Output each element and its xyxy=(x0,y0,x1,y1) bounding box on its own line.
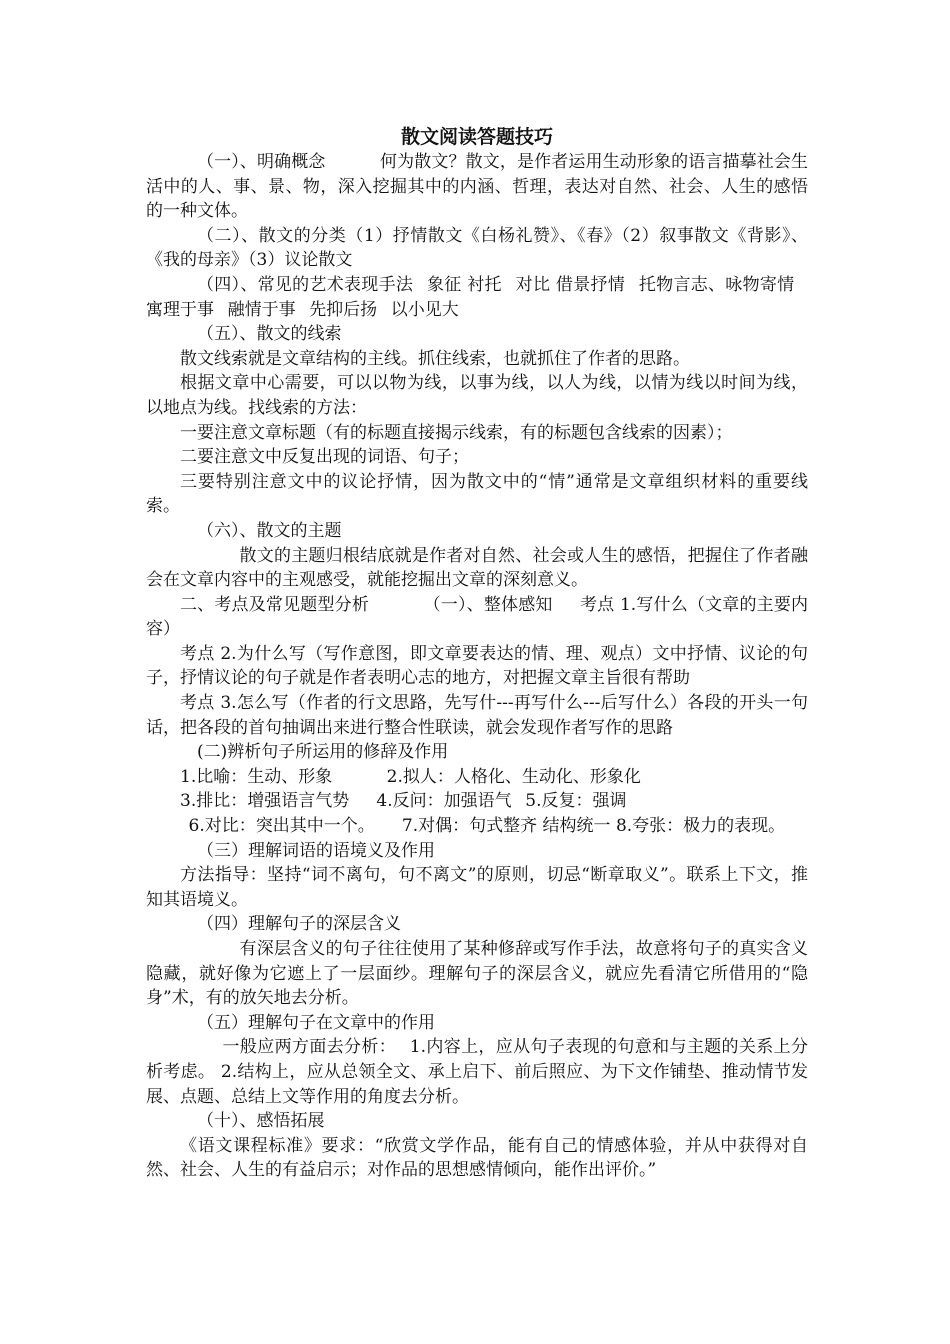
paragraph-text: 以小见大 xyxy=(390,299,459,320)
paragraph-text: 《语文课程标准》要求：“欣赏文学作品，能有自己的情感体验，并从中获得对自然、社会、人生的有益启示；对作品的思想感情倾向，能作出评价。” xyxy=(146,1135,808,1181)
paragraph-sentence-role xyxy=(146,1035,808,1109)
section-heading: （四）、常见的艺术表现手法 xyxy=(197,274,414,295)
paragraph-clue-method-3 xyxy=(146,470,808,519)
section-heading: （四）理解句子的深层含义 xyxy=(197,914,401,935)
paragraph-concept xyxy=(146,150,808,224)
paragraph-extension xyxy=(146,1134,808,1183)
section-heading-theme xyxy=(146,519,808,544)
paragraph-clue-definition xyxy=(146,347,808,372)
paragraph-exam-points xyxy=(146,593,808,642)
paragraph-clue-method-1 xyxy=(146,421,808,446)
paragraph-deep-meaning xyxy=(146,937,808,1011)
paragraph-exam-point-3 xyxy=(146,691,808,740)
rhetoric-line-2 xyxy=(146,789,808,814)
paragraph-text: 考点 2.为什么写（写作意图，即文章要表达的情、理、观点）文中抒情、议论的句子，抒情议论的句子就是作者表明心志的地方，对把握文章主旨很有帮助 xyxy=(146,643,808,689)
section-heading-deep-meaning xyxy=(146,912,808,937)
paragraph-text: 托物言志、咏物寄情 xyxy=(638,274,795,295)
section-heading: （五）理解句子在文章中的作用 xyxy=(197,1012,435,1033)
paragraph-text: 寓理于事 xyxy=(146,299,214,320)
rhetoric-line-1 xyxy=(146,765,808,790)
section-heading-extension xyxy=(146,1109,808,1134)
list-item: 5.反复：强调 xyxy=(525,791,627,812)
paragraph-text: 融情于事 xyxy=(227,299,296,320)
list-item: 1.比喻：生动、形象 xyxy=(180,766,333,787)
section-heading: 二、考点及常见题型分析 xyxy=(180,594,370,615)
paragraph-text: 一般应两方面去分析： xyxy=(222,1037,397,1058)
section-heading: （六）、散文的主题 xyxy=(197,520,342,541)
section-heading: （三）理解词语的语境义及作用 xyxy=(197,840,435,861)
paragraph-text: 考点 3.怎么写（作者的行文思路，先写什---再写什么---后写什么）各段的开头一句话，把各段的首句抽调出来进行整合性联读，就会发现作者写作的思路 xyxy=(146,693,808,738)
paragraph-text: 先抑后扬 xyxy=(309,299,378,320)
paragraph-text: 一要注意文章标题（有的标题直接揭示线索，有的标题包含线索的因素）； xyxy=(180,422,733,443)
paragraph-clue-method-2 xyxy=(146,445,808,470)
paragraph-text: 二要注意文中反复出现的词语、句子； xyxy=(180,447,469,468)
paragraph-text: 对比 借景抒情 xyxy=(515,274,626,295)
section-heading-sentence-role xyxy=(146,1011,808,1036)
paragraph-theme xyxy=(146,544,808,593)
section-heading: (二)辨析句子所运用的修辞及作用 xyxy=(197,742,449,763)
list-item: 3.排比：增强语言气势 xyxy=(180,791,350,812)
paragraph-text: （二）、散文的分类（1）抒情散文《白杨礼赞》、《春》（2）叙事散文《背影》、《我的母亲》（3）议论散文 xyxy=(146,225,808,271)
paragraph-text: 散文的主题归根结底就是作者对自然、社会或人生的感悟，把握住了作者融会在文章内容中的主观感受，就能挖掘出文章的深刻意义。 xyxy=(146,545,808,591)
list-item: 7.对偶：句式整齐 结构统一 8.夸张：极力的表现。 xyxy=(401,816,786,837)
rhetoric-line-3 xyxy=(146,814,808,839)
paragraph-text: 有深层含义的句子往往使用了某种修辞或写作手法，故意将句子的真实含义隐藏，就好像为它遮上了一层面纱。理解句子的深层含义，就应先看清它所借用的“隐身”术，有的放矢地去分析。 xyxy=(146,939,808,1009)
paragraph-exam-point-2 xyxy=(146,642,808,691)
paragraph-text: 象征 衬托 xyxy=(426,274,502,295)
section-heading: （十）、感悟拓展 xyxy=(197,1111,325,1132)
paragraph-text: 三要特别注意文中的议论抒情，因为散文中的“情”通常是文章组织材料的重要线索。 xyxy=(146,471,808,517)
section-heading-word-context xyxy=(146,839,808,864)
document-body xyxy=(146,124,808,1183)
section-heading-clue xyxy=(146,322,808,347)
list-item: 2.拟人：人格化、生动化、形象化 xyxy=(386,766,641,787)
list-item: 6.对比：突出其中一个。 xyxy=(188,816,375,837)
section-heading-rhetoric xyxy=(146,740,808,765)
section-heading: （五）、散文的线索 xyxy=(197,324,342,345)
section-heading: （一）、明确概念 xyxy=(197,152,326,172)
paragraph-text: 1.内容上，应从句子表现的句意和与主题的关系上分析考虑。 2.结构上，应从总领全文、承上启下、前后照应、为下文作铺垫、推动情节发展、点题、总结上文等作用的角度去分析。 xyxy=(146,1037,809,1107)
paragraph-text: 根据文章中心需要，可以以物为线，以事为线，以人为线，以情为线以时间为线，以地点为线。找线索的方法： xyxy=(146,373,808,418)
paragraph-text: 考点 1.写什么（文章的主要内容） xyxy=(146,594,809,640)
document-title: 散文阅读答题技巧 xyxy=(400,126,553,148)
paragraph-word-context xyxy=(146,863,808,912)
paragraph-techniques xyxy=(146,273,808,322)
list-item: 4.反问：加强语气 xyxy=(376,791,512,812)
paragraph-text: 方法指导：坚持“词不离句，句不离文”的原则，切忌“断章取义”。联系上下文，推知其语境义。 xyxy=(146,865,808,910)
section-heading: （一）、整体感知 xyxy=(423,594,553,615)
paragraph-text: 散文线索就是文章结构的主线。抓住线索，也就抓住了作者的思路。 xyxy=(180,348,690,369)
paragraph-text: 何为散文？散文，是作者运用生动形象的语言描摹社会生活中的人、事、景、物，深入挖掘其中的内涵、哲理，表达对自然、社会、人生的感悟的一种文体。 xyxy=(146,152,809,222)
paragraph-clue-types xyxy=(146,371,808,420)
paragraph-classification xyxy=(146,224,808,273)
